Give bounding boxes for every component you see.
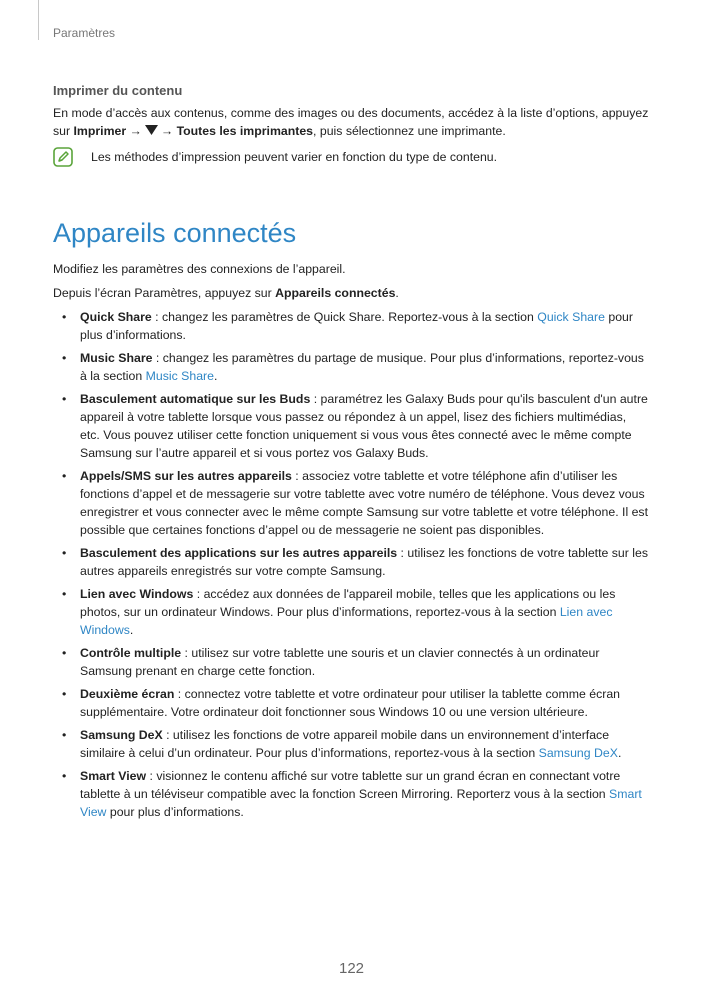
item-term: Basculement des applications sur les autres appareils <box>80 546 398 560</box>
list-item: • Appels/SMS sur les autres appareils : associez votre tablette et votre téléphone afin d’utiliser les fonctions d’appel et de messagerie sur votre tablette avec votre numéro de téléphone. Vous devez vous enregistrer et vous connecter avec le même compte Samsung sur votre tablette et votre téléphone. Il est possible que certaines fonctions d’appel ou de messagerie ne soient pas disponibles. <box>62 469 648 537</box>
list-item: • Quick Share : changez les paramètres de Quick Share. Reportez-vous à la section Quick Share pour plus d’informations. <box>62 310 633 342</box>
margin-rule <box>38 0 39 40</box>
print-text: En mode d’accès aux contenus, comme des images ou des documents, accédez à la liste d’options, appuyez sur <box>53 106 649 138</box>
item-term: Samsung DeX <box>80 728 163 742</box>
list-item: • Music Share : changez les paramètres du partage de musique. Pour plus d’informations, reportez-vous à la section Music Share. <box>62 351 644 383</box>
bullet: • <box>62 351 67 365</box>
list-item: • Basculement automatique sur les Buds : paramétrez les Galaxy Buds pour qu'ils basculent d'un autre appareil à votre tablette lorsque vous passez ou répondez à un appel, lisez des fichiers multimédias, etc. Vous pouvez utiliser cette fonction uniquement si vous vous êtes connecté avec le même compte Samsung sur l’autre appareil et si vous portez vos Galaxy Buds. <box>62 392 648 460</box>
section-title: Appareils connectés <box>53 218 297 248</box>
list-item: • Smart View : visionnez le contenu affiché sur votre tablette sur un grand écran en connectant votre tablette à un téléviseur compatible avec la fonction Screen Mirroring. Reporterz vous à la section Smart View pour plus d’informations. <box>62 769 642 819</box>
bullet: • <box>62 546 67 560</box>
page-content <box>53 82 649 826</box>
bullet: • <box>62 587 67 601</box>
link-smart-view[interactable]: Smart View <box>80 787 642 819</box>
print-term-imprimer: Imprimer <box>73 124 127 138</box>
list-item: • Basculement des applications sur les autres appareils : utilisez les fonctions de votre tablette sur les autres appareils enregistrés sur votre compte Samsung. <box>62 546 648 578</box>
print-term-toutes: Toutes les imprimantes <box>176 124 314 138</box>
section-intro-2: Depuis l’écran Paramètres, appuyez sur Appareils connectés. <box>53 286 399 300</box>
list-item: • Contrôle multiple : utilisez sur votre tablette une souris et un clavier connectés à un ordinateur Samsung prenant en charge cette fonction. <box>62 646 600 678</box>
bullet: • <box>62 469 67 483</box>
list-item: • Samsung DeX : utilisez les fonctions de votre appareil mobile dans un environnement d’interface similaire à celui d’un ordinateur. Pour plus d’informations, reportez-vous à la section Samsung DeX. <box>62 728 622 760</box>
item-term: Contrôle multiple <box>80 646 182 660</box>
link-lien-avec-windows[interactable]: Lien avec Windows <box>80 605 613 637</box>
link-samsung-dex[interactable]: Samsung DeX <box>538 746 618 760</box>
print-paragraph <box>53 104 649 140</box>
item-term: Smart View <box>80 769 147 783</box>
bullet: • <box>62 769 67 783</box>
bullet: • <box>62 646 67 660</box>
term-appareils-connectes: Appareils connectés <box>275 286 396 300</box>
bullet: • <box>62 728 67 742</box>
print-text-end: , puis sélectionnez une imprimante. <box>313 124 506 138</box>
item-term: Basculement automatique sur les Buds <box>80 392 311 406</box>
arrow: → <box>160 124 174 138</box>
list-item: • Lien avec Windows : accédez aux données de l'appareil mobile, telles que les applications ou les photos, sur un ordinateur Windows. Pour plus d’informations, reportez-vous à la section Lien avec Windows. <box>62 587 616 637</box>
page-number: 122 <box>338 960 365 977</box>
settings-list <box>53 308 649 821</box>
section-intro: Modifiez les paramètres des connexions de l’appareil. <box>53 262 346 276</box>
item-term: Appels/SMS sur les autres appareils <box>80 469 292 483</box>
note <box>53 148 649 170</box>
list-item: • Deuxième écran : connectez votre tablette et votre ordinateur pour utiliser la tablette comme écran supplémentaire. Votre ordinateur doit fonctionner sous Windows 10 ou une version ultérieure. <box>62 687 620 719</box>
link-quick-share[interactable]: Quick Share <box>537 310 605 324</box>
bullet: • <box>62 310 67 324</box>
running-header: Paramètres <box>53 26 116 40</box>
bullet: • <box>62 392 67 406</box>
link-music-share[interactable]: Music Share <box>145 369 214 383</box>
item-term: Deuxième écran <box>80 687 175 701</box>
print-subheading: Imprimer du contenu <box>53 83 183 98</box>
item-term: Lien avec Windows <box>80 587 194 601</box>
bullet: • <box>62 687 67 701</box>
item-term: Quick Share <box>80 310 152 324</box>
note-text: Les méthodes d’impression peuvent varier en fonction du type de contenu. <box>91 150 498 164</box>
note-pencil-icon <box>53 147 73 167</box>
arrow: → <box>129 124 142 138</box>
triangle-down-icon <box>145 125 158 136</box>
item-term: Music Share <box>80 351 153 365</box>
